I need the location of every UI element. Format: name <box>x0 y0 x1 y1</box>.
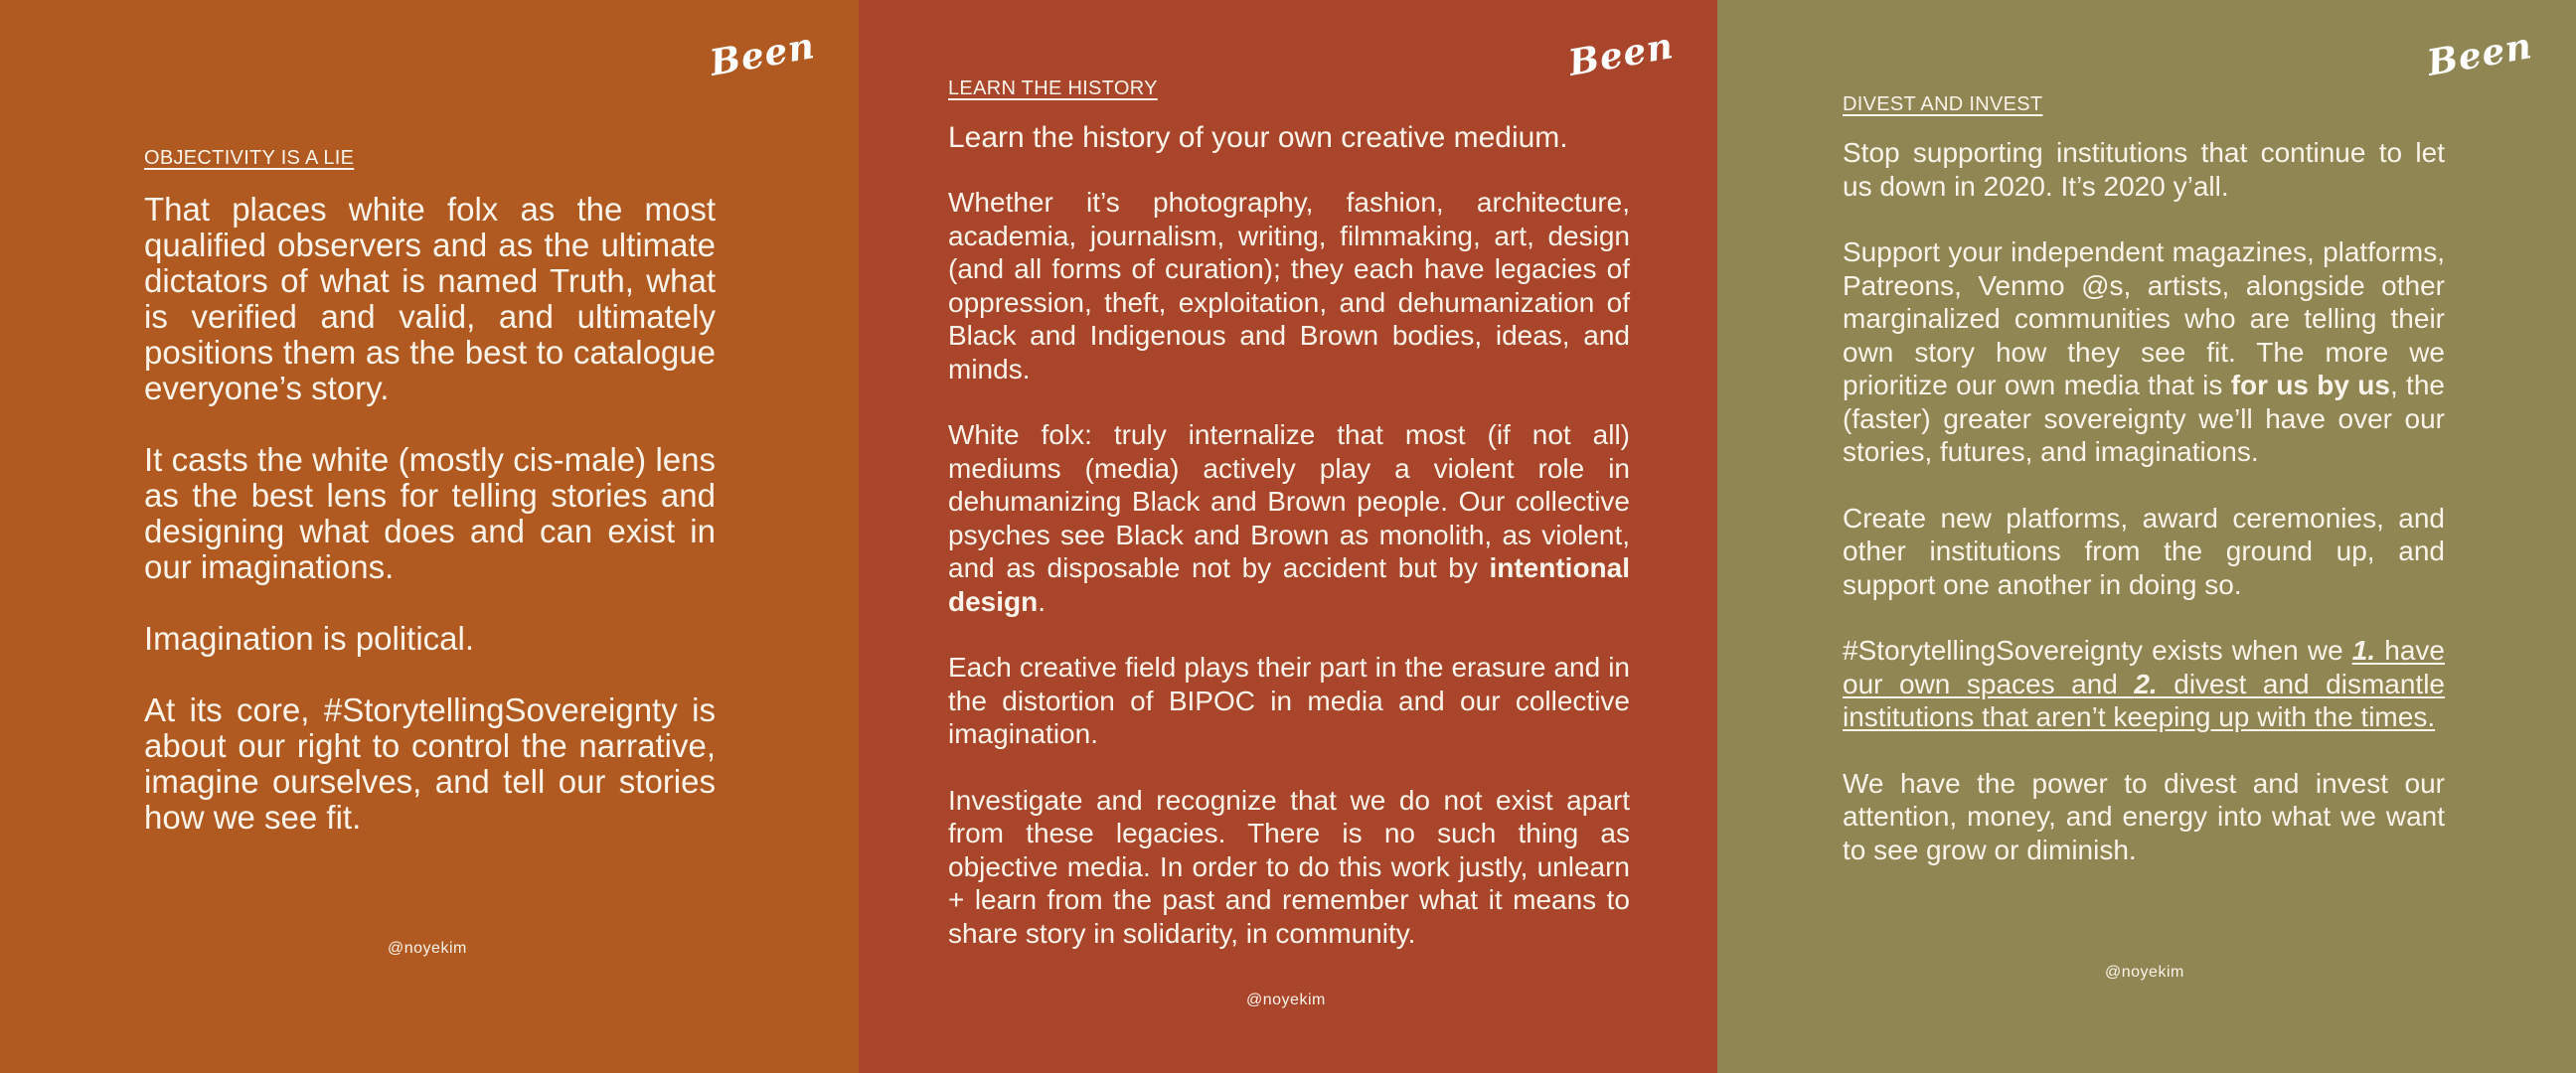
paragraph-3-bold: intentional design <box>948 552 1630 617</box>
paragraph-5: We have the power to divest and invest our attention, money, and energy into what we want to see grow or diminish. <box>1843 767 2445 865</box>
paragraph-2-start: Support your independent magazines, platforms, Patreons, Venmo @s, artists, alongside other marginalized communities who are telling their own story how they see fit. The more we prioritize our own media that is <box>1843 236 2445 400</box>
slide-objectivity <box>0 0 859 1073</box>
author-handle: @noyekim <box>388 940 467 957</box>
paragraph-2: Whether it’s photography, fashion, architecture, academia, journalism, writing, filmmaking, art, design (and all forms of curation); they each have legacies of oppression, theft, exploitation, and dehumanization of Black and Indigenous and Brown bodies, ideas, and minds. <box>948 187 1630 384</box>
slide-heading: DIVEST AND INVEST <box>1843 93 2043 115</box>
paragraph-1: Stop supporting institutions that continue to let us down in 2020. It’s 2020 y’all. <box>1843 137 2445 202</box>
paragraph-4-mid: have our own spaces and <box>1843 635 2445 699</box>
paragraph-3-end: . <box>1038 585 1046 617</box>
paragraph-4: Each creative field plays their part in the erasure and in the distortion of BIPOC in media and our collective imagination. <box>948 652 1630 749</box>
author-handle: @noyekim <box>1246 992 1326 1008</box>
brand-logo: Been <box>706 25 818 84</box>
slide-heading: OBJECTIVITY IS A LIE <box>144 147 355 169</box>
paragraph-4 <box>1843 634 2445 734</box>
paragraph-3: Imagination is political. <box>144 620 474 657</box>
paragraph-1: That places white folx as the most qualified observers and as the ultimate dictators of what is named Truth, what is verified and valid, and ultimately positions them as the best to catalogue everyone’s story. <box>144 191 716 406</box>
slide-heading: LEARN THE HISTORY <box>948 77 1158 99</box>
paragraph-4-number-2: 2. <box>2134 668 2158 699</box>
paragraph-4-end: divest and dismantle institutions that aren’t keeping up with the times. <box>1843 668 2445 732</box>
paragraph-5: Investigate and recognize that we do not exist apart from these legacies. There is no such thing as objective media. In order to do this work justly, unlearn + learn from the past and remember what it means to share story in solidarity, in community. <box>948 784 1630 949</box>
paragraph-3-text: White folx: truly internalize that most (if not all) mediums (media) actively play a violent role in dehumanizing Black and Brown people. Our collective psyches see Black and Brown as monolith, as violent, and as disposable not by accident but by <box>948 419 1630 583</box>
brand-logo: Been <box>2423 25 2535 84</box>
paragraph-2-end: , the (faster) greater sovereignty we’ll have over our stories, futures, and imaginations. <box>1843 370 2445 467</box>
paragraph-4: At its core, #StorytellingSovereignty is about our right to control the narrative, imagine ourselves, and tell our stories how we see fit. <box>144 691 716 836</box>
paragraph-1: Learn the history of your own creative medium. <box>948 121 1568 154</box>
slide-content <box>1843 93 2445 899</box>
paragraph-2: It casts the white (mostly cis-male) lens as the best lens for telling stories and designing what does and can exist in our imaginations. <box>144 441 716 585</box>
author-handle: @noyekim <box>2105 964 2184 981</box>
paragraph-4-number-1: 1. <box>2351 635 2376 666</box>
slide-content <box>948 77 1630 983</box>
slide-content <box>144 147 716 871</box>
paragraph-2 <box>1843 235 2445 469</box>
slide-learn-history <box>859 0 1717 1073</box>
paragraph-3 <box>948 418 1630 618</box>
brand-logo: Been <box>1564 25 1677 84</box>
paragraph-3: Create new platforms, award ceremonies, and other institutions from the ground up, and support one another in doing so. <box>1843 502 2445 600</box>
paragraph-2-bold: for us by us <box>2230 370 2390 400</box>
slide-divest-invest <box>1717 0 2576 1073</box>
paragraph-4-start: #StorytellingSovereignty exists when we <box>1843 635 2352 666</box>
